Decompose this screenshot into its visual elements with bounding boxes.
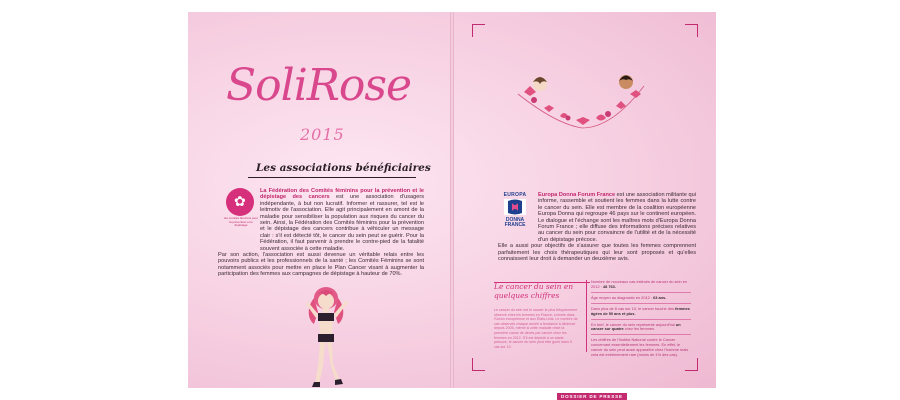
stat-share-label: En bref, le cancer du sein représente aujourd'hui: [591, 321, 676, 327]
heading-underline: [248, 177, 416, 178]
stat-note-text: Les chiffres de l'Institut National contre le Cancer concernant essentiellement les femmes. En effet, le cancer du sein peut aussi apparaître chez l'homme mais cela est extrêmement rare (moins de 1% des cas).: [591, 337, 689, 358]
federation-intro: est une association d'usagers indépendante, à but non lucratif.: [260, 194, 425, 207]
federation-logo: [226, 188, 256, 232]
stats-list: [591, 280, 691, 363]
lingerie-garland-icon: [516, 72, 646, 142]
title-year: 2015: [300, 125, 345, 144]
europa-donna-logo-bottom: DONNA FRANCE: [504, 217, 526, 228]
right-page: [454, 12, 716, 388]
stat-new-cases: [591, 280, 691, 293]
federation-logo-caption: les comités féminins pour la prévention et le dépistage: [224, 216, 258, 227]
stat-mean-age-label: Âge moyen au diagnostic en 2012 :: [591, 294, 654, 300]
crop-mark-icon: [472, 358, 485, 371]
stat-new-cases-label: Nombre de nouveaux cas estimés de cancer du sein en 2012 :: [591, 279, 688, 289]
federation-paragraph-2: Par son action, l'association est aussi devenue un véritable relais entre les pouvoirs publics et les professionnels de la santé ; les Comités Féminins se sont notamment associés pour mettre en place le Plan Cancer visant à augmenter la participation des femmes aux campagnes de dépistage à hauteur de 70%.: [218, 252, 424, 278]
stat-mean-age: [591, 296, 691, 304]
europa-donna-paragraph-2: Elle a aussi pour objectifs de s'assurer que toutes les femmes comprennent parfaitement les choix thérapeutiques qui leur sont proposés et qu'elles connaissent leur droit à demander un deuxième avis.: [498, 243, 696, 263]
crop-mark-icon: [685, 24, 698, 37]
europa-donna-logo: [498, 192, 532, 232]
stat-new-cases-value: 48 763.: [602, 283, 616, 289]
europa-donna-emblem-icon: [504, 199, 526, 215]
stat-share-value: un cancer sur quatre: [591, 321, 681, 332]
stat-age-group: [591, 307, 691, 320]
left-page: [188, 12, 450, 388]
stats-divider: [586, 280, 587, 352]
stats-title: Le cancer du sein en quelques chiffres: [494, 282, 574, 300]
stat-age-group-label: Dans plus de 8 cas sur 10, le cancer touche des: [591, 305, 676, 311]
stat-note: [591, 338, 691, 360]
europa-donna-logo-top: EUROPA: [503, 192, 527, 198]
ribbon-icon: ✿: [234, 193, 246, 209]
magazine-spread: [188, 12, 716, 388]
title-solirose: SoliRose: [226, 60, 412, 111]
illustrated-woman-icon: [296, 284, 356, 388]
section-heading: Les associations bénéficiaires: [256, 162, 431, 174]
stat-mean-age-value: 63 ans.: [653, 294, 667, 300]
pink-ribbon-badge-icon: [226, 188, 254, 216]
europa-donna-name: Europa Donna Forum France: [538, 192, 616, 198]
crop-mark-icon: [472, 24, 485, 37]
stat-share: [591, 323, 691, 336]
stat-share-tail: chez les femmes.: [623, 326, 656, 332]
europa-donna-intro: est une association militante qui informe, rassemble et soutient les femmes dans la lutte contre le cancer du sein. Elle est membre de la coalition européenne Europa Donna qui regroupe 46 pays sur le continent européen. Le dialogue et l'échange sont les maîtres mots d'Europa Donna Forum France ; elle diffuse des informations précises relatives au cancer du sein pour convaincre de l'utilité et de la nécessité d'un dépistage précoce.: [538, 192, 696, 243]
stat-age-group-value: femmes âgées de 50 ans et plus.: [591, 305, 690, 316]
federation-paragraph-1: Informer et rassurer, tel est le leitmotiv de l'association. Elle agit principalement en amont de la maladie pour sensibiliser la population aux risques du cancer du sein. Ainsi, la Fédération des Comités féminins pour la prévention et le dépistage des cancers contribue à véhiculer un message clair : s'il est détecté tôt, le cancer du sein peut se guérir. Pour la Fédération, il faut parvenir à prendre le contre-pied de la fatalité souvent associée à cette maladie.: [260, 200, 424, 252]
press-kit-badge: DOSSIER DE PRESSE: [557, 393, 627, 400]
stats-intro-text: Le cancer du sein est le cancer le plus fréquemment observé chez les femmes en France, comme dans l'Union européenne et aux États-Unis. Le nombre de cas observés chaque année a tendance à diminuer depuis 2005, même si cette maladie reste la première cause de décès par cancer chez les femmes en 2012. S'il est dépisté à un stade précoce, le cancer du sein peut être guéri dans 9 cas sur 10.: [494, 308, 578, 349]
federation-name: La Fédération des Comités féminins pour la prévention et le dépistage des cancers: [260, 188, 424, 201]
